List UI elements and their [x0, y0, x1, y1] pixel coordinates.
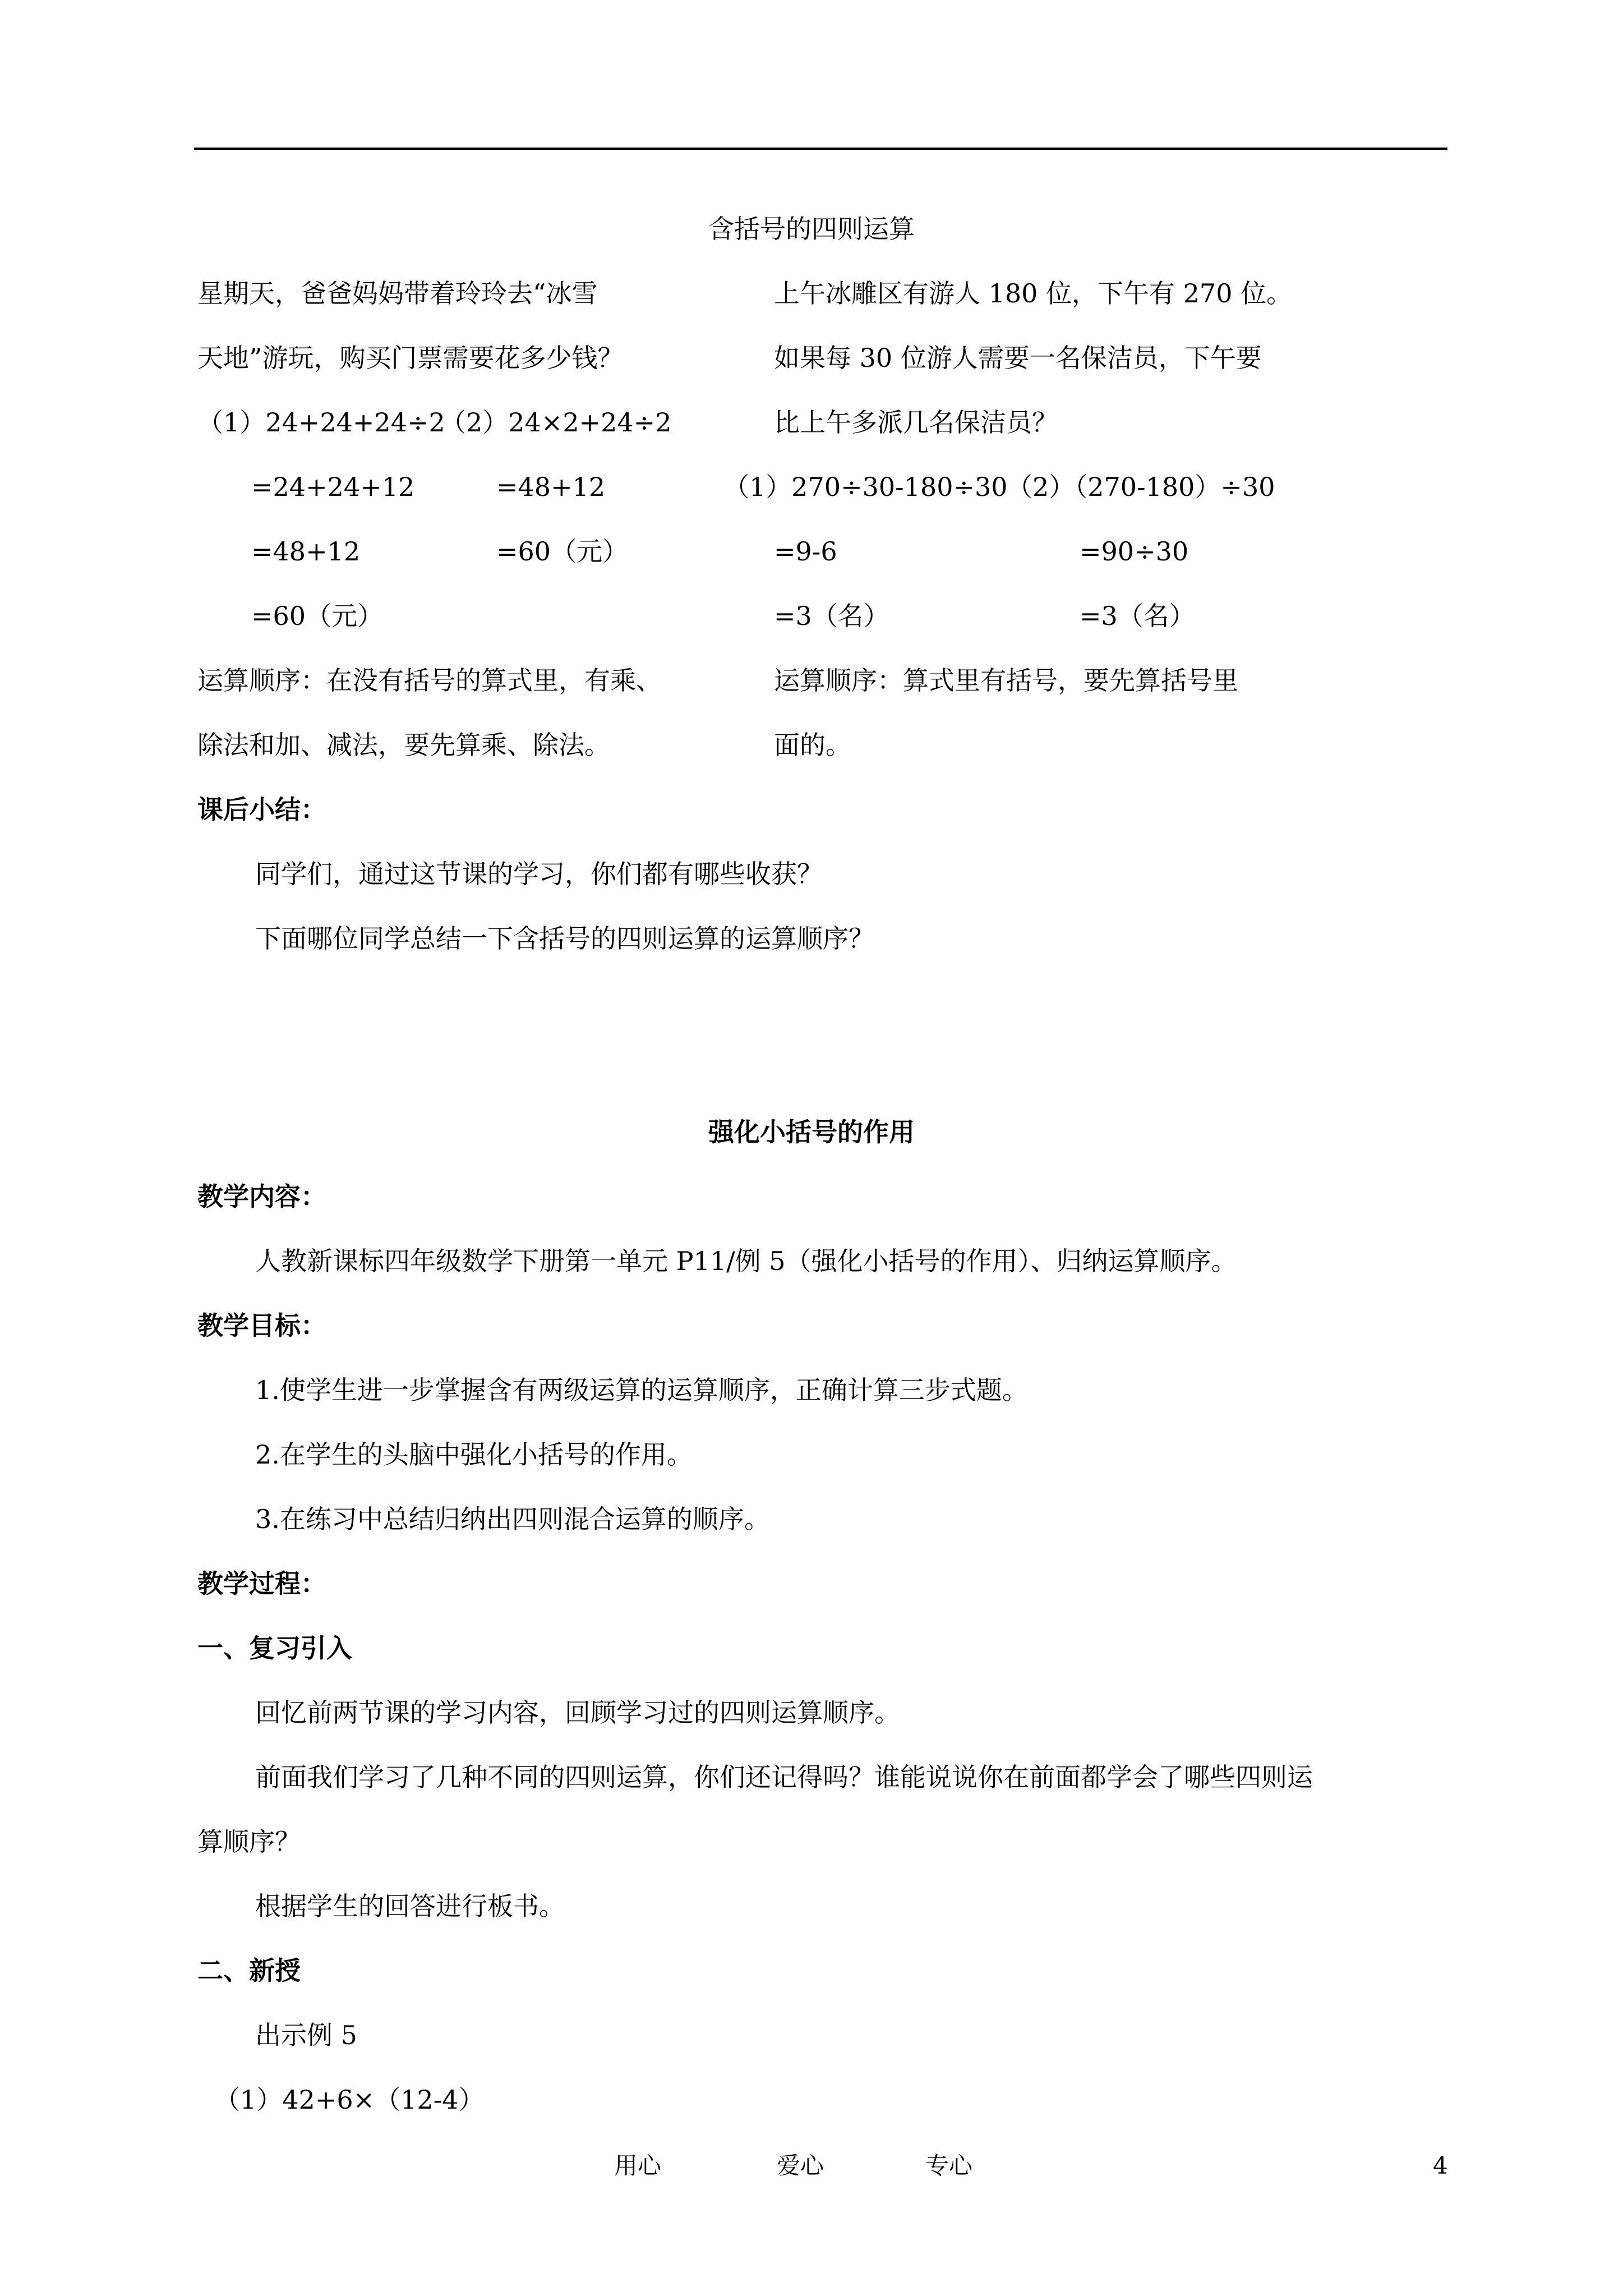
left-rule-line2: 除法和加、减法，要先算乘、除法。 [197, 730, 610, 760]
summary-paragraph-2: 下面哪位同学总结一下含括号的四则运算的运算顺序？ [255, 923, 874, 954]
summary-heading: 课后小结： [197, 794, 326, 825]
right-method2: （2）（270-180）÷30 [1007, 472, 1275, 502]
new-lesson-heading: 二、新授 [197, 1955, 301, 1986]
content-paragraph: 人教新课标四年级数学下册第一单元 P11/例 5（强化小括号的作用）、归纳运算顺序。 [255, 1246, 1237, 1276]
right-problem-line2: 如果每 30 位游人需要一名保洁员，下午要 [774, 343, 1262, 373]
review-paragraph-3: 根据学生的回答进行板书。 [255, 1891, 565, 1921]
left-m1-step2: =48+12 [251, 536, 361, 567]
example-label: 出示例 5 [255, 2020, 357, 2050]
left-m1-step3: =60（元） [251, 601, 384, 631]
right-m2-step1: =90÷30 [1080, 536, 1189, 567]
footer-motto-3: 专心 [925, 2152, 973, 2179]
left-m2-step2: =60（元） [496, 536, 629, 567]
summary-paragraph-1: 同学们，通过这节课的学习，你们都有哪些收获？ [255, 859, 823, 889]
goals-heading: 教学目标： [197, 1310, 326, 1341]
right-problem-line1: 上午冰雕区有游人 180 位，下午有 270 位。 [774, 278, 1293, 309]
process-heading: 教学过程： [197, 1568, 326, 1599]
left-problem-line2: 天地”游玩，购买门票需要花多少钱？ [197, 343, 624, 373]
page-number: 4 [1433, 2152, 1448, 2179]
goal-item: 2.在学生的头脑中强化小括号的作用。 [255, 1439, 693, 1470]
right-m2-step2: =3（名） [1080, 601, 1195, 631]
footer-motto-1: 用心 [614, 2152, 662, 2179]
right-m1-step2: =3（名） [774, 601, 889, 631]
goal-item: 3.在练习中总结归纳出四则混合运算的顺序。 [255, 1504, 770, 1534]
review-paragraph-1: 回忆前两节课的学习内容，回顾学习过的四则运算顺序。 [255, 1697, 900, 1728]
left-rule-line1: 运算顺序：在没有括号的算式里，有乘、 [197, 665, 662, 696]
footer-motto-2: 爱心 [777, 2152, 824, 2179]
right-rule-line2: 面的。 [774, 730, 851, 760]
left-method1: （1）24+24+24÷2 [197, 407, 445, 438]
review-paragraph-2-line1: 前面我们学习了几种不同的四则运算，你们还记得吗？谁能说说你在前面都学会了哪些四则运 [255, 1762, 1313, 1792]
goal-item: 1.使学生进一步掌握含有两级运算的运算顺序，正确计算三步式题。 [255, 1375, 1028, 1405]
content-heading: 教学内容： [197, 1181, 326, 1212]
left-method2: （2）24×2+24÷2 [440, 407, 672, 438]
right-problem-line3: 比上午多派几名保洁员？ [774, 407, 1058, 438]
review-heading: 一、复习引入 [197, 1633, 352, 1663]
left-m2-step1: =48+12 [496, 472, 606, 502]
left-m1-step1: =24+24+12 [251, 472, 415, 502]
right-method1: （1）270÷30-180÷30 [723, 472, 1008, 502]
section1-title: 含括号的四则运算 [708, 214, 915, 244]
right-m1-step1: =9-6 [774, 536, 837, 567]
example-expression: （1）42+6×（12-4） [214, 2085, 485, 2115]
section2-title: 强化小括号的作用 [708, 1117, 915, 1147]
left-problem-line1: 星期天，爸爸妈妈带着玲玲去“冰雪 [197, 278, 598, 309]
header-rule [194, 148, 1447, 150]
review-paragraph-2-line2: 算顺序？ [197, 1826, 301, 1857]
right-rule-line1: 运算顺序：算式里有括号，要先算括号里 [774, 665, 1238, 696]
